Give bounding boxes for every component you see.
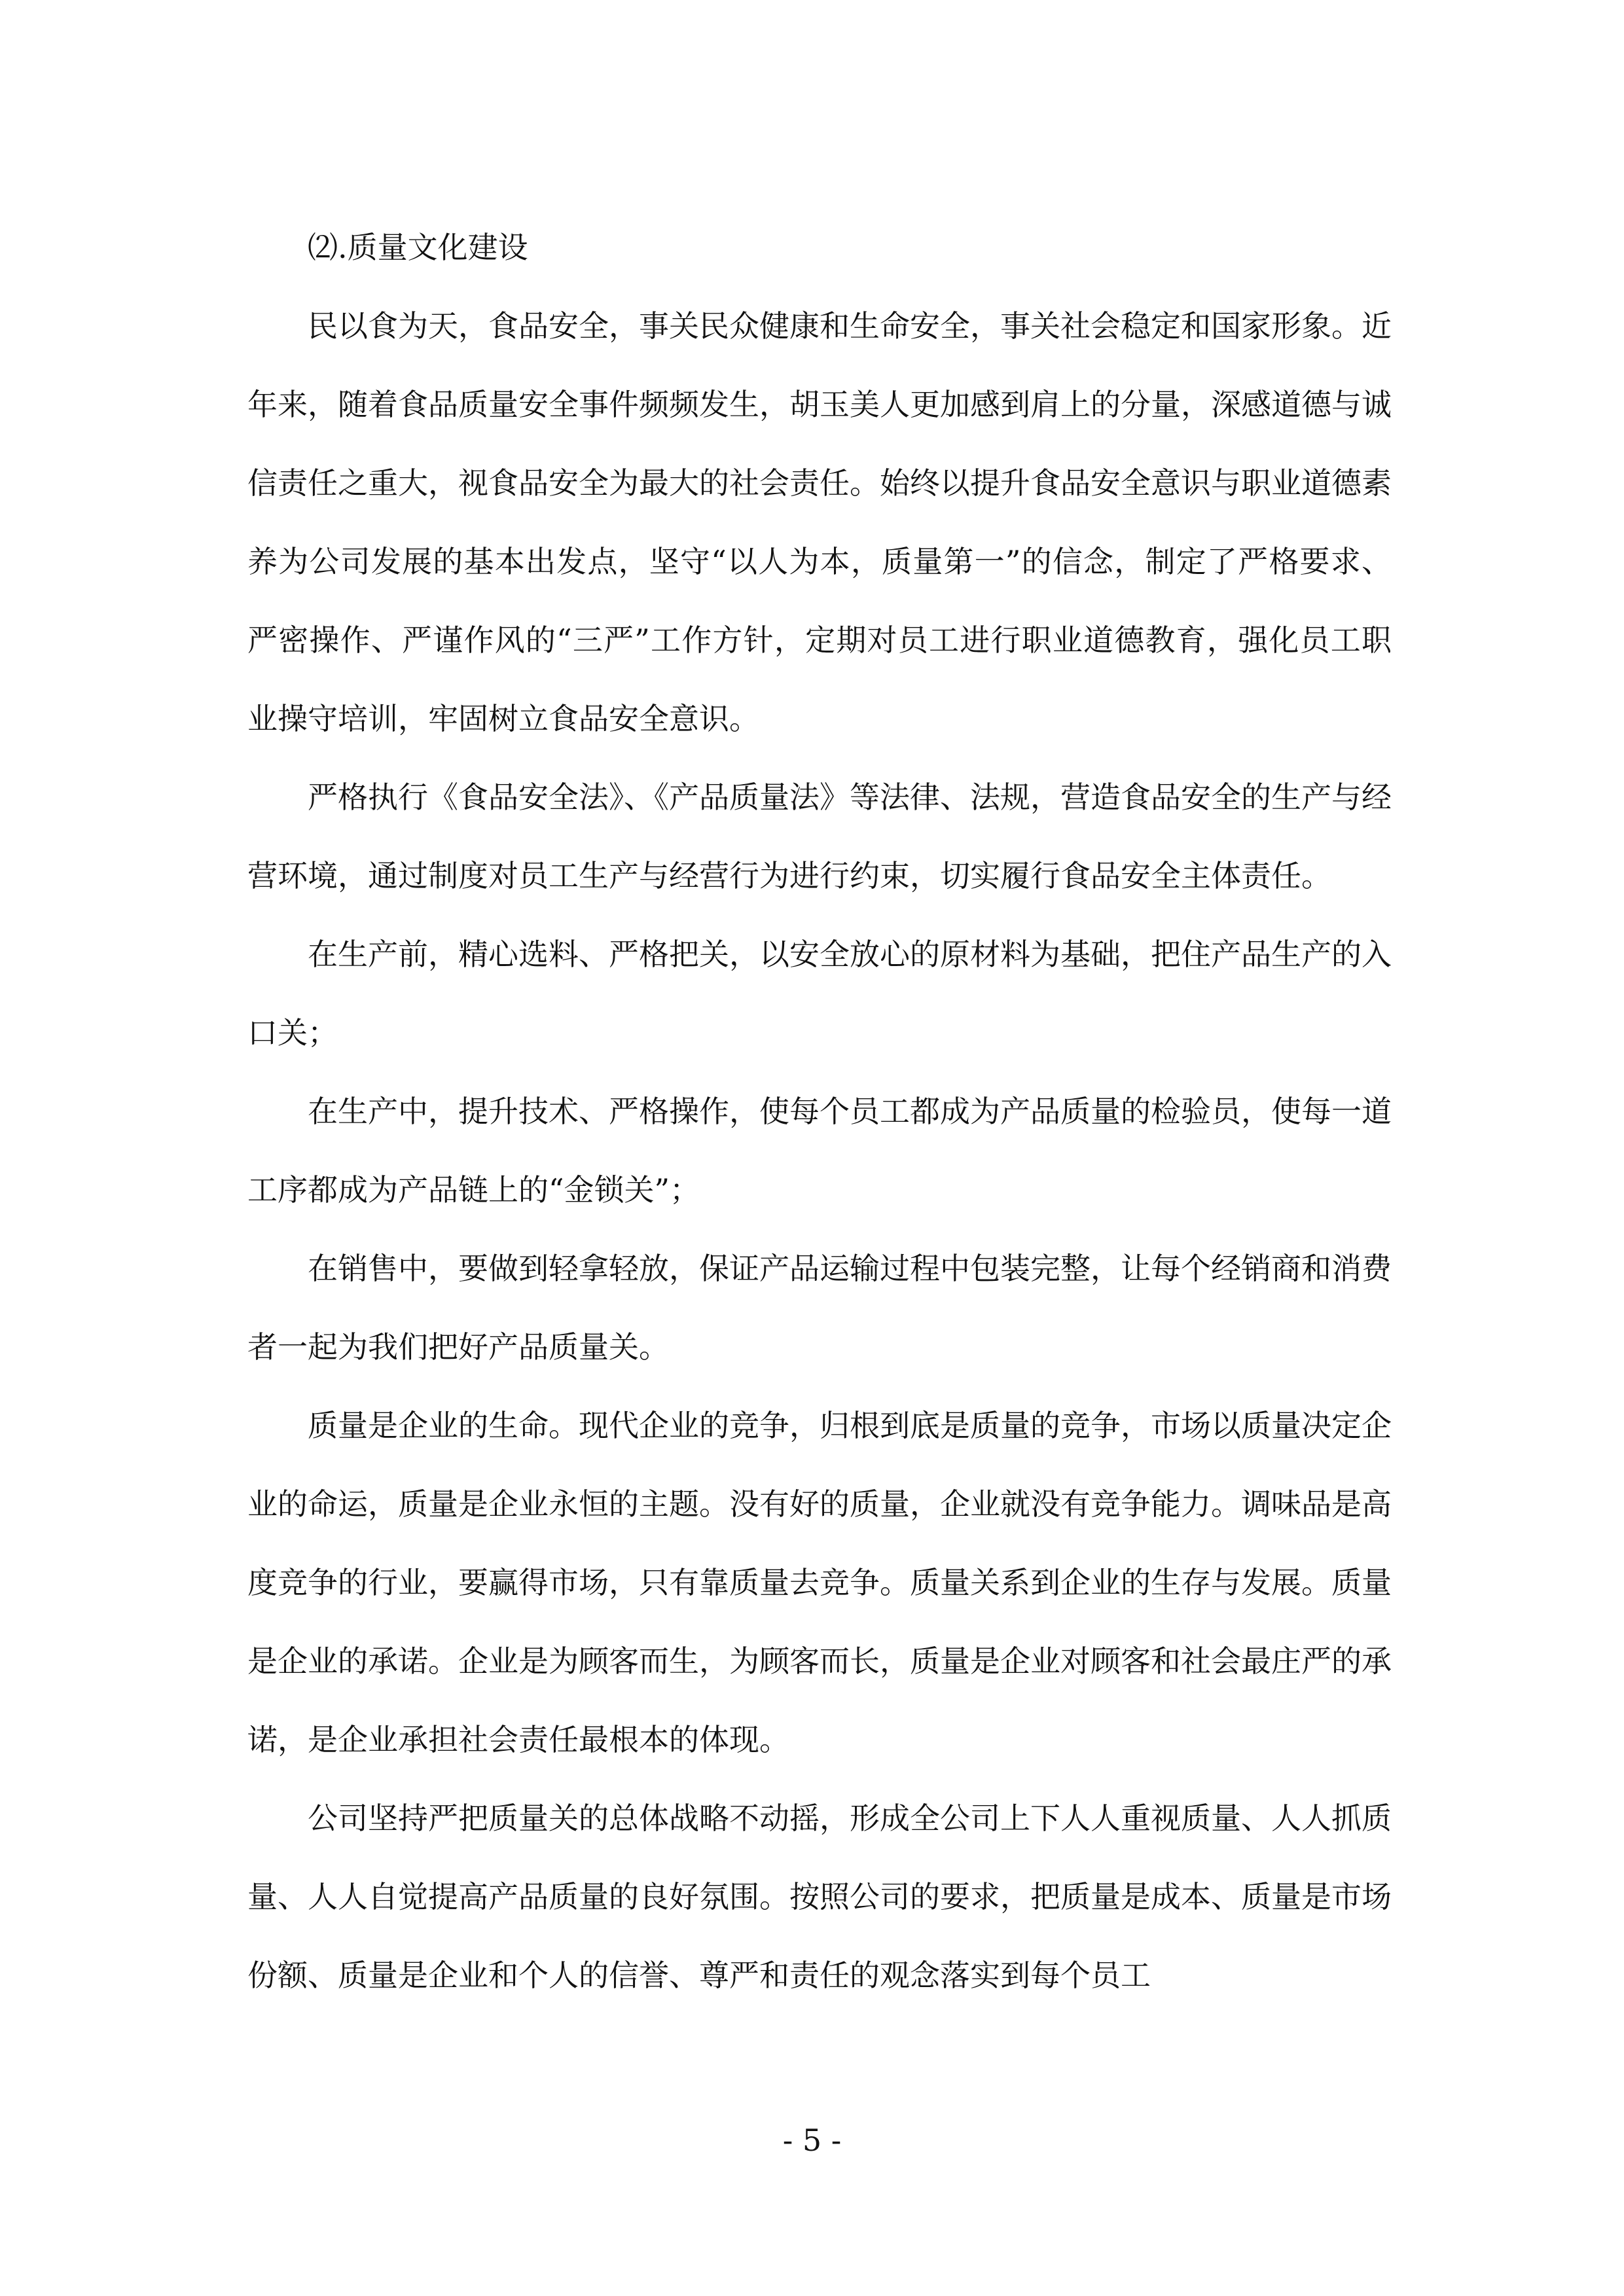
page-number: - 5 - xyxy=(782,2123,842,2158)
body-paragraph: 民以食为天，食品安全，事关民众健康和生命安全，事关社会稳定和国家形象。近年来，随着食品质量安全事件频频发生，胡玉美人更加感到肩上的分量，深感道德与诚信责任之重大，视食品安全为最大的社会责任。始终以提升食品安全意识与职业道德素养为公司发展的基本出发点，坚守“以人为本，质量第一”的信念，制定了严格要求、严密操作、严谨作风的“三严”工作方针，定期对员工进行职业道德教育，强化员工职业操守培训，牢固树立食品安全意识。 xyxy=(247,308,1392,736)
body-paragraph: 在销售中，要做到轻拿轻放，保证产品运输过程中包装完整，让每个经销商和消费者一起为我们把好产品质量关。 xyxy=(247,1251,1392,1365)
section-heading: ⑵.质量文化建设 xyxy=(308,230,528,265)
body-paragraph: 公司坚持严把质量关的总体战略不动摇，形成全公司上下人人重视质量、人人抓质量、人人自觉提高产品质量的良好氛围。按照公司的要求，把质量是成本、质量是市场份额、质量是企业和个人的信誉、尊严和责任的观念落实到每个员工 xyxy=(247,1801,1392,1993)
body-paragraph: 严格执行《食品安全法》、《产品质量法》等法律、法规，营造食品安全的生产与经营环境，通过制度对员工生产与经营行为进行约束，切实履行食品安全主体责任。 xyxy=(247,780,1392,893)
body-paragraph: 质量是企业的生命。现代企业的竞争，归根到底是质量的竞争，市场以质量决定企业的命运，质量是企业永恒的主题。没有好的质量，企业就没有竞争能力。调味品是高度竞争的行业，要赢得市场，只有靠质量去竞争。质量关系到企业的生存与发展。质量是企业的承诺。企业是为顾客而生，为顾客而长，质量是企业对顾客和社会最庄严的承诺，是企业承担社会责任最根本的体现。 xyxy=(247,1408,1392,1757)
page-content xyxy=(247,208,1392,2015)
body-paragraph: 在生产中，提升技术、严格操作，使每个员工都成为产品质量的检验员，使每一道工序都成为产品链上的“金锁关”； xyxy=(247,1094,1392,1208)
body-paragraph: 在生产前，精心选料、严格把关，以安全放心的原材料为基础，把住产品生产的入口关； xyxy=(247,937,1392,1050)
